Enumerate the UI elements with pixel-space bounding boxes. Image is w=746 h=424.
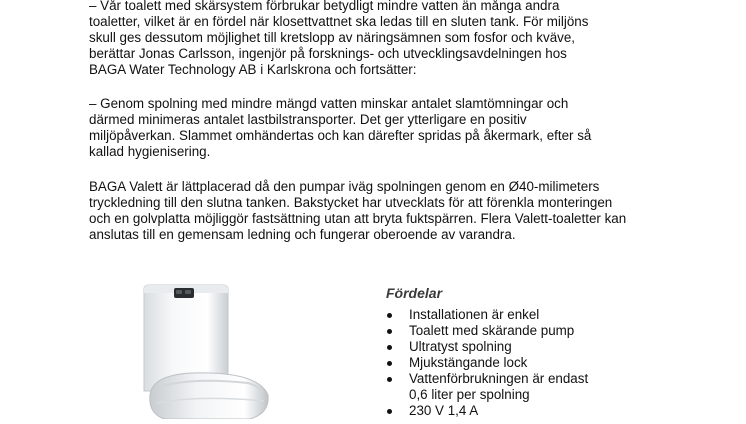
list-item <box>386 307 716 323</box>
bullet-icon <box>387 409 392 414</box>
benefit-text: Mjukstängande lock <box>409 355 528 370</box>
toilet-illustration <box>130 283 280 419</box>
paragraph-quote-1: – Vår toalett med skärsystem förbrukar betydligt mindre vatten än många andra toaletter, vilket är en fördel när klosettvattnet ska ledas till en sluten tank. För miljöns skull ges dessutom möjlighet till kretslopp av näringsämnen som fosfor och kväve, berättar Jonas Carlsson, ingenjör på forsknings- och utvecklingsavdelningen hos BAGA Water Technology AB i Karlskrona och fortsätter: <box>89 0 589 77</box>
bullet-icon <box>387 345 392 350</box>
bullet-icon <box>387 361 392 366</box>
list-item <box>386 355 716 371</box>
benefit-text: Ultratyst spolning <box>409 339 512 354</box>
benefit-text: Vattenförbrukningen är endast 0,6 liter per spolning <box>409 371 589 402</box>
benefits-list <box>386 307 716 419</box>
benefit-text: Installationen är enkel <box>409 307 540 322</box>
benefits-heading: Fördelar <box>386 285 443 301</box>
benefits-section <box>386 285 716 419</box>
bullet-icon <box>387 329 392 334</box>
list-item <box>386 403 716 419</box>
list-item <box>386 371 716 403</box>
toilet-product-image <box>130 283 280 419</box>
bullet-icon <box>387 313 392 318</box>
bullet-icon <box>387 377 392 382</box>
paragraph-product-description: BAGA Valett är lättplacerad då den pumpar iväg spolningen genom en Ø40-milimeters tryckledning till den slutna tanken. Bakstycket har utvecklats för att förenkla monteringen och en golvplatta möjliggör fastsättning utan att bryta fuktspärren. Flera Valett-toaletter kan anslutas till en gemensam ledning och fungerar oberoende av varandra. <box>89 179 627 242</box>
list-item <box>386 323 716 339</box>
benefit-text: 230 V 1,4 A <box>409 403 479 418</box>
list-item <box>386 339 716 355</box>
paragraph-quote-2: – Genom spolning med mindre mängd vatten minskar antalet slamtömningar och därmed minimeras antalet lastbilstransporter. Det ger ytterligare en positiv miljöpåverkan. Slammet omhändertas och kan därefter spridas på åkermark, efter så kallad hygienisering. <box>89 96 592 159</box>
benefit-text: Toalett med skärande pump <box>409 323 575 338</box>
